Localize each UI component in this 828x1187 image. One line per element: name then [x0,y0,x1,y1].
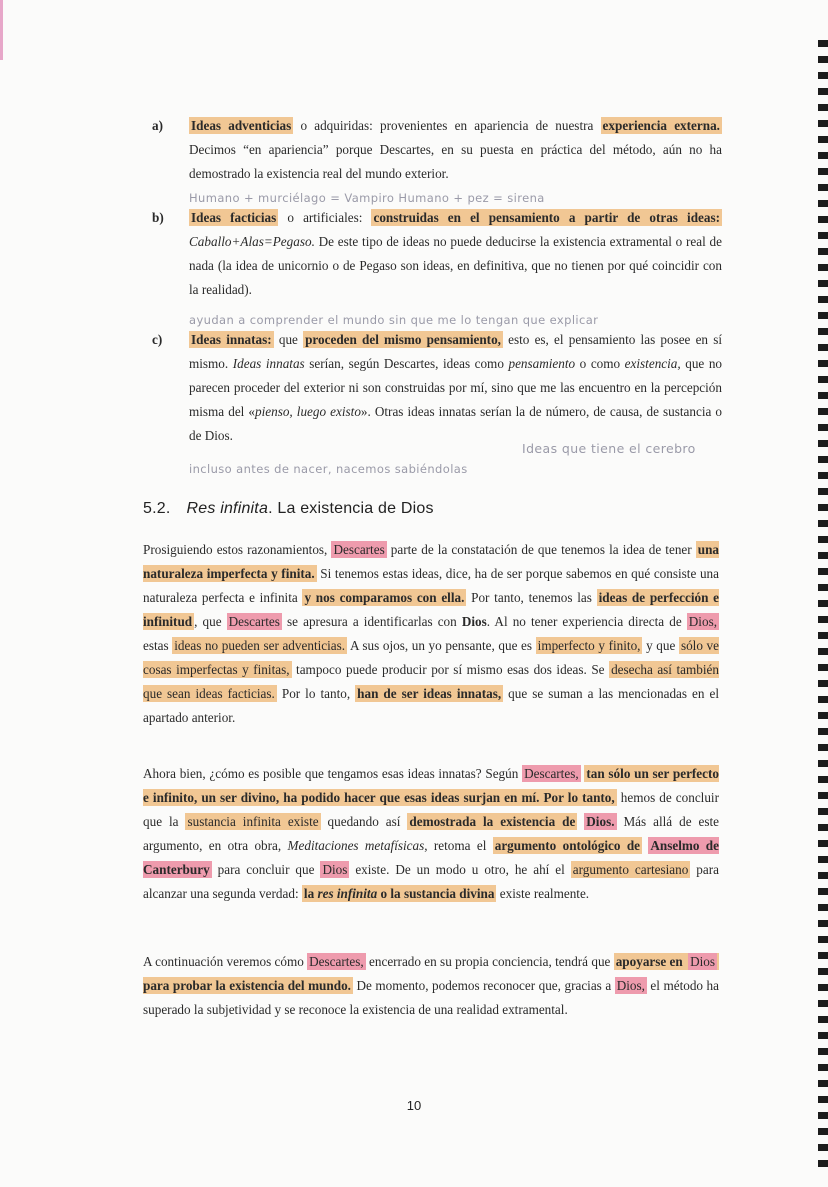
highlight-term: sólo ve cosas imperfectas y finitas, [143,638,719,677]
highlight-term: tan sólo un ser perfecto e infinito, un ser divino, ha podido hacer que esas ideas surjan en mí. Por lo tanto, [143,766,720,805]
list-text: Ideas facticias o artificiales: construidas en el pensamiento a partir de otras ideas: Caballo+Alas=Pegaso. De este tipo de ideas no puede deducirse la existencia extramental o real de nada (la idea de unicornio o de Pegaso son ideas, en definitiva, que no tienen por qué coincidir con la realidad). [189,210,722,297]
list-item-c [152,328,722,448]
page-edge-mark [0,0,3,60]
paragraph-3: A continuación veremos cómo Descartes, encerrado en su propia conciencia, tendrá que apoyarse en Dios para probar la existencia del mundo. De momento, podemos reconocer que, gracias a Dios, el método ha superado la subjetividad y se reconoce la existencia de una realidad extramental. [143,954,719,1017]
section-title: . La existencia de Dios [268,500,434,517]
highlight-term: apoyarse en [615,954,687,969]
highlight-term: la res infinita o la sustancia divina [303,886,495,901]
handwritten-note: incluso antes de nacer, nacemos sabiéndolas [189,462,468,476]
handwritten-note: ayudan a comprender el mundo sin que me lo tengan que explicar [189,313,599,327]
highlight-name: Descartes, [524,766,579,781]
highlight-term: proceden del mismo pensamiento, [305,332,501,347]
list-label: c) [152,332,163,347]
highlight-term: ideas de perfección e infinitud [143,590,720,629]
highlight-name: Dios [690,954,715,969]
highlight-term: y nos comparamos con ella. [304,590,465,605]
highlight-name: Descartes [333,542,385,557]
highlight-term: una naturaleza imperfecta y finita. [143,542,720,581]
highlight-term: han de ser ideas innatas, [357,686,502,701]
highlight-term: experiencia externa. [602,118,720,133]
highlight-name: Dios, [616,978,645,993]
highlight-term: argumento cartesiano [572,862,689,877]
highlight-name: Descartes, [309,954,364,969]
section-title-italic: Res infinita [186,500,269,517]
highlight-name: Anselmo de Canterbury [143,838,719,877]
highlight-name: Dios [322,862,348,877]
highlight-term: Ideas innatas: [191,332,272,347]
list-text: Ideas adventicias o adquiridas: provenientes en apariencia de nuestra experiencia externa. Decimos “en apariencia” porque Descartes, en su puesta en práctica del método, aún no ha demostrado la existencia real del mundo exterior. [189,118,722,181]
list-label: b) [152,210,164,225]
page-number: 10 [406,1098,422,1113]
handwritten-note: Humano + murciélago = Vampiro Humano + pez = sirena [189,191,545,205]
paragraph-1: Prosiguiendo estos razonamientos, Descartes parte de la constatación de que tenemos la idea de tener una naturaleza imperfecta y finita. Si tenemos estas ideas, dice, ha de ser porque sabemos en qué consiste una naturaleza perfecta e infinita y nos comparamos con ella. Por tanto, tenemos las ideas de perfección e infinitud , que Descartes se apresura a identificarlas con Dios. Al no tener experiencia directa de Dios, estas ideas no pueden ser adventicias. A sus ojos, un yo pensante, que es imperfecto y finito, y que sólo ve cosas imperfectas y finitas, tampoco puede producir por sí mismo esas dos ideas. Se desecha así también que sean ideas facticias. Por lo tanto, han de ser ideas innatas, que se suman a las mencionadas en el apartado anterior. [143,542,720,725]
handwritten-note: Ideas que tiene el cerebro [522,441,696,456]
spiral-binding [818,40,828,1170]
highlight-term: Ideas adventicias [191,118,292,133]
highlight-name: Dios, [688,614,717,629]
list-item-b [152,206,722,302]
highlight-name: Dios. [586,814,615,829]
highlight-term: para probar la existencia del mundo. [143,953,719,994]
highlight-term: construidas en el pensamiento a partir de otras ideas: [373,210,721,225]
list-label: a) [152,118,163,133]
list-item-a [152,114,722,186]
paragraph-2: Ahora bien, ¿cómo es posible que tengamos esas ideas innatas? Según Descartes, tan sólo un ser perfecto e infinito, un ser divino, ha podido hacer que esas ideas surjan en mí. Por lo tanto, hemos de concluir que la sustancia infinita existe quedando así demostrada la existencia de Dios. Más allá de este argumento, en otra obra, Meditaciones metafísicas, retoma el argumento ontológico de Anselmo de Canterbury para concluir que Dios existe. De un modo u otro, he ahí el argumento cartesiano para alcanzar una segunda verdad: la res infinita o la sustancia divina existe realmente. [143,766,720,901]
highlight-term: argumento ontológico de [494,838,641,853]
highlight-term: demostrada la existencia de [409,814,576,829]
list-text: Ideas innatas: que proceden del mismo pensamiento, esto es, el pensamiento las posee en sí mismo. Ideas innatas serían, según Descartes, ideas como pensamiento o como existencia, que no parecen proceder del exterior ni son construidas por mí, sino que me las encuentro en la percepción misma del «pienso, luego existo». Otras ideas innatas serían la de número, de causa, de sustancia o de Dios. [189,332,723,443]
highlight-term: ideas no pueden ser adventicias. [174,638,346,653]
section-heading [143,500,434,518]
highlight-term: imperfecto y finito, [537,638,641,653]
highlight-term: sustancia infinita existe [187,814,319,829]
highlight-term: desecha así también que sean ideas facticias. [143,662,719,701]
highlight-name: Descartes [228,614,280,629]
highlight-term: Ideas facticias [191,210,277,225]
section-number: 5.2. [143,500,171,517]
